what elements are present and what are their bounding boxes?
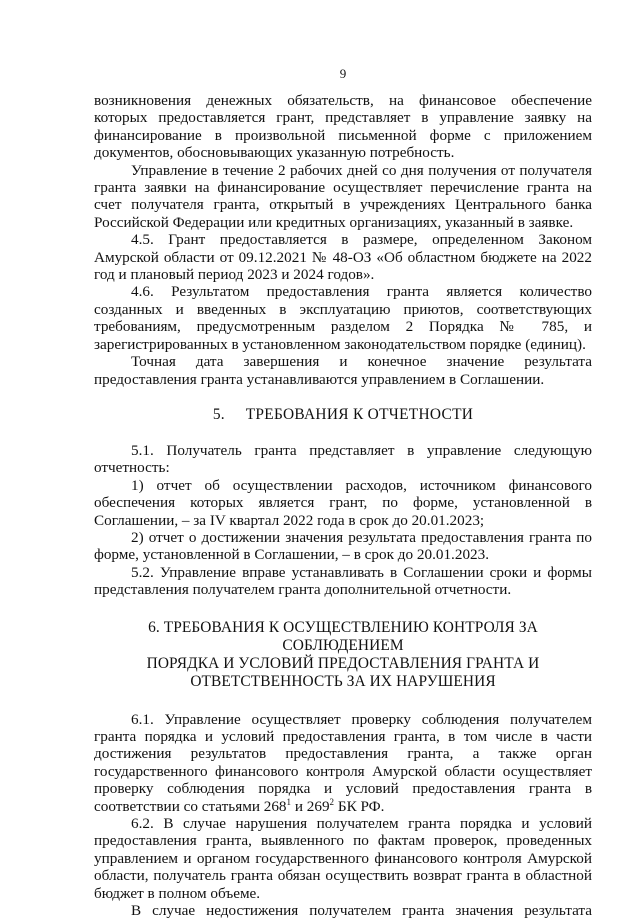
section-6-heading [94, 619, 592, 691]
paragraph-6-1-end: БК РФ. [334, 797, 385, 815]
section-6-heading-line-1: 6. ТРЕБОВАНИЯ К ОСУЩЕСТВЛЕНИЮ КОНТРОЛЯ ЗА СОБЛЮДЕНИЕМ [148, 618, 538, 654]
document-page [94, 66, 592, 919]
section-5-heading: 5. ТРЕБОВАНИЯ К ОТЧЕТНОСТИ [212, 405, 474, 423]
section-6-heading-line-2: ПОРЯДКА И УСЛОВИЙ ПРЕДОСТАВЛЕНИЯ ГРАНТА И [146, 654, 540, 672]
paragraph-5-2: 5.2. Управление вправе устанавливать в Соглашении сроки и формы представления получателем гранта дополнительной отчетности. [94, 563, 592, 599]
paragraph-6-2: 6.2. В случае нарушения получателем гранта порядка и условий предоставления гранта, выявленного по фактам проверок, проведенных управлением и органом государственного финансового контроля Амурской области, получатель гранта обязан осуществить возврат гранта в областной бюджет в полном объеме. [94, 815, 592, 902]
paragraph-transfer: Управление в течение 2 рабочих дней со дня получения от получателя гранта заявки на финансирование осуществляет перечисление гранта на счет получателя гранта, открытый в учреждениях Центрального банка Российской Федерации или кредитных организациях, указанный в заявке. [94, 161, 592, 231]
paragraph-5-1: 5.1. Получатель гранта представляет в управление следующую отчетность: [94, 441, 592, 477]
paragraph-6-1 [94, 711, 592, 815]
paragraph-result-date: Точная дата завершения и конечное значение результата предоставления гранта устанавливаются управлением в Соглашении. [94, 353, 592, 388]
paragraph-5-1-item-1: 1) отчет об осуществлении расходов, источником финансового обеспечения которых является грант, по форме, установленной в Соглашении, – за IV квартал 2022 года в срок до 20.01.2023; [94, 476, 592, 529]
section-6-heading-line-3: ОТВЕТСТВЕННОСТЬ ЗА ИХ НАРУШЕНИЯ [190, 672, 496, 690]
paragraph-5-1-item-2: 2) отчет о достижении значения результата предоставления гранта по форме, установленной в Соглашении, – в срок до 20.01.2023. [94, 528, 592, 564]
article-superscript-1: 1 [286, 796, 292, 807]
paragraph-6-1-text: 6.1. Управление осуществляет проверку соблюдения получателем гранта порядка и условий предоставления гранта, в том числе в части достижения результатов предоставления гранта, а также орган государственного финансового контроля Амурской области осуществляет проверку соблюдения порядка и условий предоставления гранта в соответствии со статьями 268 [94, 710, 592, 815]
paragraph-continuation: возникновения денежных обязательств, на финансовое обеспечение которых предоставляется грант, представляет в управление заявку на финансирование в произвольной письменной форме с приложением документов, обосновывающих указанную потребность. [94, 92, 592, 162]
paragraph-6-1-and: и 269 [291, 797, 330, 815]
paragraph-6-2-cont: В случае недостижения получателем гранта значения результата [131, 902, 592, 919]
page-number: 9 [339, 66, 347, 81]
paragraph-4-5: 4.5. Грант предоставляется в размере, определенном Законом Амурской области от 09.12.2021 № 48-ОЗ «Об областном бюджете на 2022 год и плановый период 2023 и 2024 годов». [94, 231, 592, 284]
article-superscript-2: 2 [329, 796, 335, 807]
paragraph-4-6: 4.6. Результатом предоставления гранта является количество созданных и введенных в эксплуатацию приютов, соответствующих требованиям, предусмотренным разделом 2 Порядка № 785, и зарегистрированных в установленном законодательством порядке (единиц). [94, 283, 592, 353]
